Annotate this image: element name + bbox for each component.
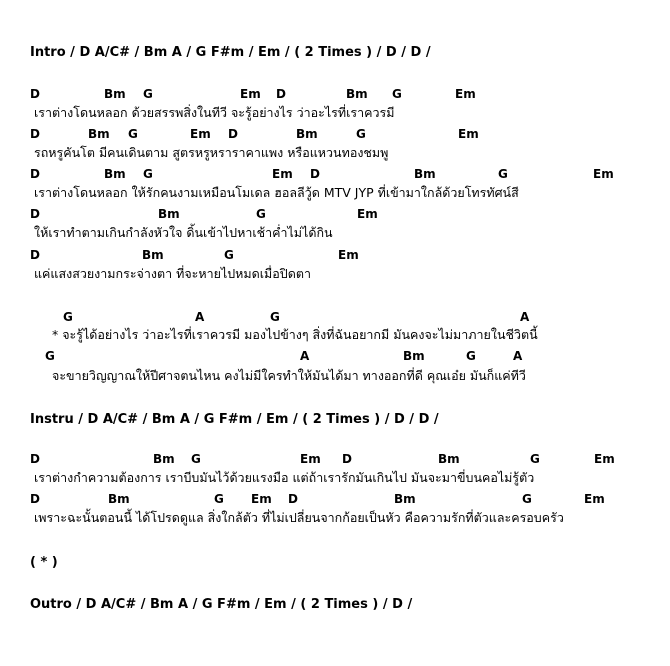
chord: Em [593,167,614,181]
chord: A [520,310,530,324]
intro-line: Intro / D A/C# / Bm A / G F#m / Em / ( 2 Times ) / D / D / [30,45,431,60]
lyric-line: เราต่างโดนหลอก ให้รักคนงามเหมือนโมเดล ฮอลลีวู้ด MTV JYP ที่เข้ามาใกล้ด้วยโทรทัศน์สี [34,185,519,200]
chord: D [30,248,40,262]
chord: Bm [153,452,175,466]
lyric-line: แค่แสงสวยงามกระจ่างตา ที่จะหายไปหมดเมื่อปิดตา [34,266,311,281]
chord: G [224,248,234,262]
lyric-line: ให้เราทำตามเกินกำลังหัวใจ ดิ้นเข้าไปหาเช้าค่ำไม่ได้กิน [34,225,333,240]
chord: Bm [88,127,110,141]
chord: Em [190,127,211,141]
chord: G [63,310,73,324]
chord: D [30,452,40,466]
chord: Em [594,452,615,466]
chord: G [214,492,224,506]
chord: G [143,87,153,101]
chord: Em [240,87,261,101]
chord: D [30,127,40,141]
chord: G [128,127,138,141]
chord: Bm [403,349,425,363]
chord: D [30,87,40,101]
chord: D [342,452,352,466]
chord: Em [338,248,359,262]
chord: Bm [346,87,368,101]
chorus-repeat-marker: ( * ) [30,555,58,570]
chord: Em [584,492,605,506]
instrumental-line: Instru / D A/C# / Bm A / G F#m / Em / ( 2 Times ) / D / D / [30,412,439,427]
chord: A [195,310,205,324]
lyric-line: * จะรู้ได้อย่างไร ว่าอะไรที่เราควรมี มองไปข้างๆ สิ่งที่ฉันอยากมี มันคงจะไม่มาภายในชีวิตนี้ [52,327,538,342]
outro-line: Outro / D A/C# / Bm A / G F#m / Em / ( 2 Times ) / D / [30,597,413,612]
chord: D [30,492,40,506]
chord: G [45,349,55,363]
chord: Bm [104,87,126,101]
chord: Bm [296,127,318,141]
chord: D [310,167,320,181]
chord: G [522,492,532,506]
chord: Bm [142,248,164,262]
chord: G [270,310,280,324]
chord: Bm [394,492,416,506]
chord: A [300,349,310,363]
chord: G [392,87,402,101]
chord: A [513,349,523,363]
lyric-line: จะขายวิญญาณให้ปีศาจตนไหน คงไม่มีใครทำให้มันได้มา ทางออกที่ดี คุณเอ๋ย มันก็แค่ทีวี [52,368,526,383]
chord: D [276,87,286,101]
chord: G [466,349,476,363]
chord: Bm [158,207,180,221]
lyric-line: รถหรูคันโต มีคนเดินตาม สูตรหรูหราราคาแพง หรือแหวนทองชมพู [34,145,389,160]
chord: Bm [438,452,460,466]
chord: G [191,452,201,466]
chord: Em [458,127,479,141]
chord: Bm [108,492,130,506]
chord: G [356,127,366,141]
chord: G [143,167,153,181]
chord: G [256,207,266,221]
chord: Em [251,492,272,506]
chord: G [498,167,508,181]
chord: D [228,127,238,141]
chord: Em [455,87,476,101]
lyric-line: เพราะฉะนั้นตอนนี้ ได้โปรดดูแล สิ่งใกล้ตัว ที่ไม่เปลี่ยนจากก้อยเป็นหัว คือความรักที่ตัวและครอบครัว [34,510,564,525]
chord: Em [300,452,321,466]
chord: G [530,452,540,466]
chord: Bm [104,167,126,181]
chord: D [288,492,298,506]
lyric-line: เราต่างกำความต้องการ เราบีบมันไว้ด้วยแรงมือ แต่ถ้าเรารักมันเกินไป มันจะมาขี่บนคอไม่รู้ตัว [34,470,535,485]
chord: D [30,207,40,221]
lyric-line: เราต่างโดนหลอก ด้วยสรรพสิ่งในทีวี จะรู้อย่างไร ว่าอะไรที่เราควรมี [34,105,395,120]
chord: Em [272,167,293,181]
chord: Em [357,207,378,221]
chord: D [30,167,40,181]
chord: Bm [414,167,436,181]
